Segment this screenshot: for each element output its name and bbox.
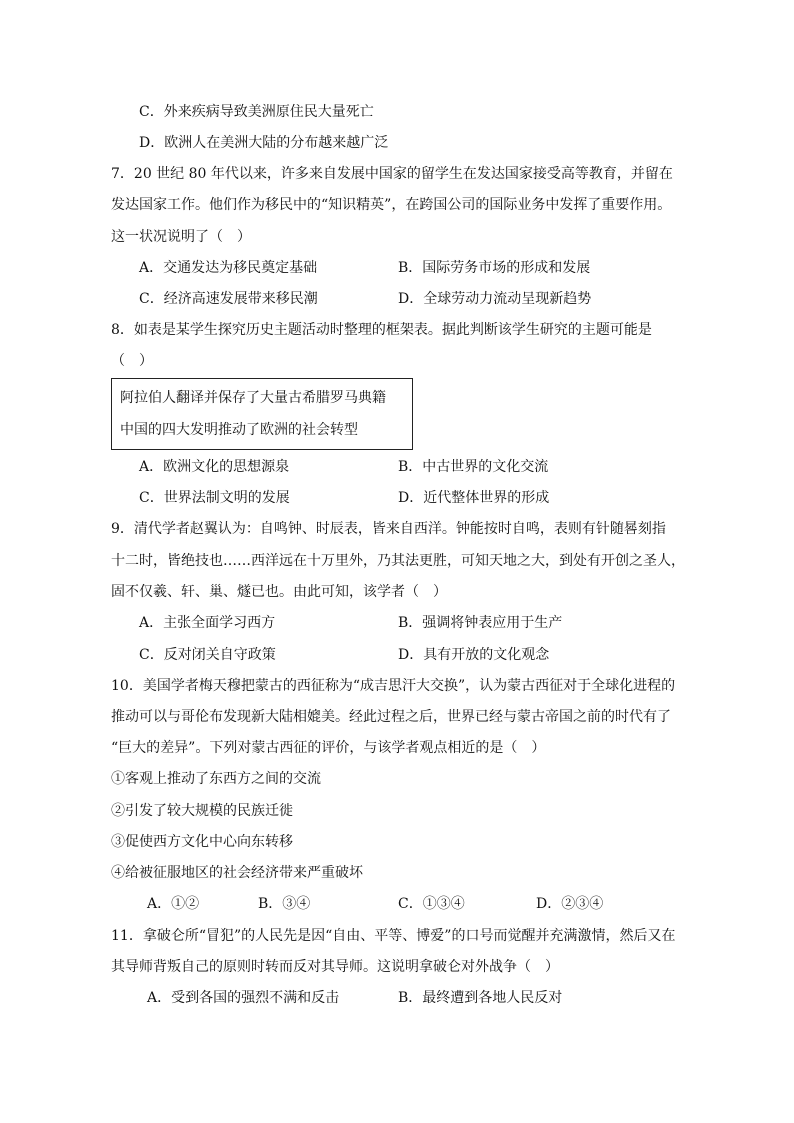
q10-option-a: A．①② (147, 896, 200, 912)
q7-stem-line-1: 7．20 世纪 80 年代以来，许多来自发展中国家的留学生在发达国家接受高等教育，并留在 (111, 166, 673, 182)
q10-stem-line-2: 推动可以与哥伦布发现新大陆相媲美。经此过程之后，世界已经与蒙古帝国之前的时代有了 (111, 709, 671, 725)
q9-option-b: B．强调将钟表应用于生产 (398, 615, 563, 631)
q6-option-c: C．外来疾病导致美洲原住民大量死亡 (139, 104, 374, 120)
q10-option-b: B．③④ (258, 896, 311, 912)
q11-option-a: A．受到各国的强烈不满和反击 (147, 990, 340, 1006)
q10-stem-line-1: 10．美国学者梅天穆把蒙古的西征称为“成吉思汗大交换”，认为蒙古西征对于全球化进程的 (111, 678, 676, 694)
q11-stem-line-2: 其导师背叛自己的原则时转而反对其导师。这说明拿破仑对外战争（ ） (111, 959, 559, 975)
q10-statement-4: ④给被征服地区的社会经济带来严重破坏 (111, 865, 363, 881)
q8-option-a: A．欧洲文化的思想源泉 (139, 459, 290, 475)
q8-stem-line-1: 8．如表是某学生探究历史主题活动时整理的框架表。据此判断该学生研究的主题可能是 (111, 322, 652, 338)
q10-statement-3: ③促使西方文化中心向东转移 (111, 834, 293, 850)
q10-option-c: C．①③④ (398, 896, 465, 912)
q7-option-d: D．全球劳动力流动呈现新趋势 (398, 291, 592, 307)
q8-option-c: C．世界法制文明的发展 (139, 490, 290, 506)
q9-option-a: A．主张全面学习西方 (139, 615, 276, 631)
q11-option-b: B．最终遭到各地人民反对 (398, 990, 563, 1006)
q10-statement-1: ①客观上推动了东西方之间的交流 (111, 771, 321, 787)
q7-option-c: C．经济高速发展带来移民潮 (139, 291, 318, 307)
q8-table-row-2: 中国的四大发明推动了欧洲的社会转型 (120, 422, 358, 438)
q9-stem-line-3: 固不仅羲、轩、巢、燧已也。由此可知，该学者（ ） (111, 584, 447, 600)
q10-statement-2: ②引发了较大规模的民族迁徙 (111, 803, 293, 819)
q9-stem-line-1: 9．清代学者赵翼认为：自鸣钟、时辰表，皆来自西洋。钟能按时自鸣，表则有针随晷刻指 (111, 521, 666, 537)
q7-stem-line-3: 这一状况说明了（ ） (111, 229, 251, 245)
q11-stem-line-1: 11．拿破仑所“冒犯”的人民先是因“自由、平等、博爱”的口号而觉醒并充满激情，然后又在 (111, 928, 676, 944)
q7-stem-line-2: 发达国家工作。他们作为移民中的“知识精英”，在跨国公司的国际业务中发挥了重要作用。 (111, 197, 672, 213)
q7-option-a: A．交通发达为移民奠定基础 (139, 260, 318, 276)
q8-table-row-1: 阿拉伯人翻译并保存了大量古希腊罗马典籍 (120, 390, 386, 406)
q6-option-d: D．欧洲人在美洲大陆的分布越来越广泛 (139, 135, 389, 151)
q8-stem-line-2: （ ） (111, 353, 153, 369)
q8-option-b: B．中古世界的文化交流 (398, 459, 549, 475)
q9-stem-line-2: 十二时，皆绝技也……西洋远在十万里外，乃其法更胜，可知天地之大，到处有开创之圣人， (111, 553, 685, 569)
q9-option-d: D．具有开放的文化观念 (398, 647, 550, 663)
q8-framework-table (111, 378, 413, 450)
q10-stem-line-3: “巨大的差异”。下列对蒙古西征的评价，与该学者观点相近的是（ ） (111, 740, 546, 756)
q7-option-b: B．国际劳务市场的形成和发展 (398, 260, 591, 276)
q8-option-d: D．近代整体世界的形成 (398, 490, 550, 506)
q10-option-d: D．②③④ (536, 896, 604, 912)
q9-option-c: C．反对闭关自守政策 (139, 647, 276, 663)
